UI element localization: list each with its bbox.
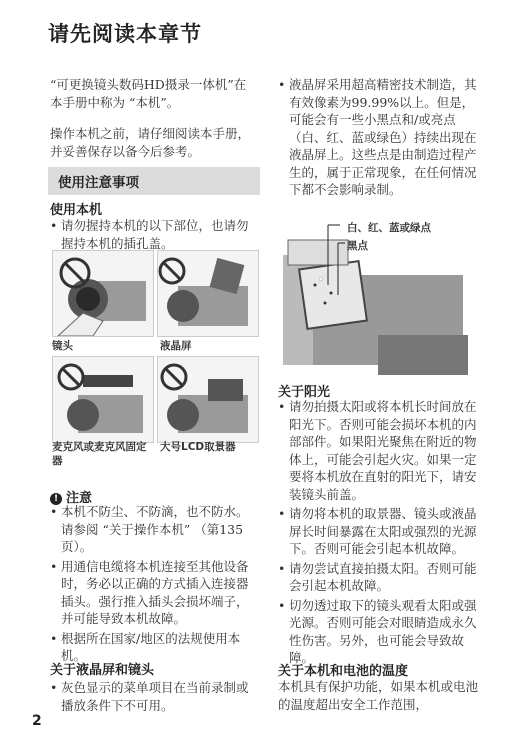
use-unit-list	[50, 217, 255, 254]
caption-lcd: 液晶屏	[160, 340, 192, 352]
page-number: 2	[32, 713, 42, 729]
list-item: • 请勿尝试直接拍摄太阳。否则可能会引起本机故障。	[278, 560, 488, 595]
photo-mic	[52, 356, 154, 443]
section-title-bar: 使用注意事项	[48, 167, 260, 195]
lcd-dots-illustration	[283, 215, 483, 375]
list-item: • 请勿握持本机的以下部位，也请勿握持本机的插孔盖。	[50, 217, 255, 252]
photo-lens	[52, 250, 154, 337]
camcorder-lens-illustration	[53, 251, 153, 336]
temperature-text: 本机具有保护功能，如果本机或电池的温度超出安全工作范围，	[278, 679, 479, 712]
caption-lens: 镜头	[52, 340, 73, 352]
camcorder-lcd-diagram	[283, 215, 483, 375]
list-item: • 灰色显示的菜单项目在当前录制或播放条件下不可用。	[50, 679, 255, 714]
lcd-pixel-list	[278, 76, 486, 201]
callout-color-dots: 白、红、蓝或绿点	[347, 222, 431, 234]
list-item: • 切勿透过取下的镜头观看太阳或强光源。否则可能会对眼睛造成永久性伤害。另外，也可能会导致故障。	[278, 597, 488, 667]
use-unit-heading: 使用本机	[50, 203, 103, 218]
intro-paragraph-1: “可更换镜头数码HD摄录一体机”在本手册中称为 “本机”。	[50, 77, 247, 110]
caption-viewfinder: 大号LCD取景器	[160, 441, 236, 453]
lcd-lens-heading: 关于液晶屏和镜头	[50, 663, 155, 678]
photo-viewfinder	[157, 356, 259, 443]
intro-paragraph-2: 操作本机之前，请仔细阅读本手册，并妥善保存以备今后参考。	[50, 126, 251, 159]
camcorder-lcd-illustration	[158, 251, 258, 336]
list-item: • 用通信电缆将本机连接至其他设备时，务必以正确的方式插入连接器插头。强行推入插头会损坏端子，并可能导致本机故障。	[50, 558, 255, 628]
lcd-lens-list	[50, 679, 255, 716]
caption-mic: 麦克风或麦克风固定器	[52, 441, 147, 467]
camcorder-viewfinder-illustration	[158, 357, 258, 442]
page-title: 请先阅读本章节	[48, 22, 202, 46]
notes-heading-text: 注意	[66, 491, 93, 506]
photo-lcd	[157, 250, 259, 337]
temperature-heading: 关于本机和电池的温度	[278, 664, 409, 679]
list-item: • 请勿拍摄太阳或将本机长时间放在阳光下。否则可能会损坏本机的内部部件。如果阳光聚焦在附近的物体上，可能会引起火灾。如果一定要将本机放在直射的阳光下，请安装镜头前盖。	[278, 398, 488, 503]
camcorder-mic-illustration	[53, 357, 153, 442]
list-item: • 根据所在国家/地区的法规使用本机。	[50, 630, 255, 665]
list-item: • 液晶屏采用超高精密技术制造，其有效像素为99.99%以上。但是，可能会有一些小黑点和/或亮点 （白、红、蓝或绿色）持续出现在液晶屏上。这些点是由制造过程产生的，属于正常现象，在任何情况下都不会影响录制。	[278, 76, 486, 199]
sunlight-list	[278, 398, 488, 669]
callout-black-dots: 黑点	[347, 240, 368, 252]
list-item: • 请勿将本机的取景器、镜头或液晶屏长时间暴露在太阳或强烈的光源下。否则可能会引起本机故障。	[278, 505, 488, 558]
notes-list	[50, 503, 255, 667]
caution-icon: !	[50, 493, 62, 505]
list-item: • 本机不防尘、不防滴，也不防水。请参阅 “关于操作本机” （第135页）。	[50, 503, 255, 556]
sunlight-heading: 关于阳光	[278, 385, 331, 400]
